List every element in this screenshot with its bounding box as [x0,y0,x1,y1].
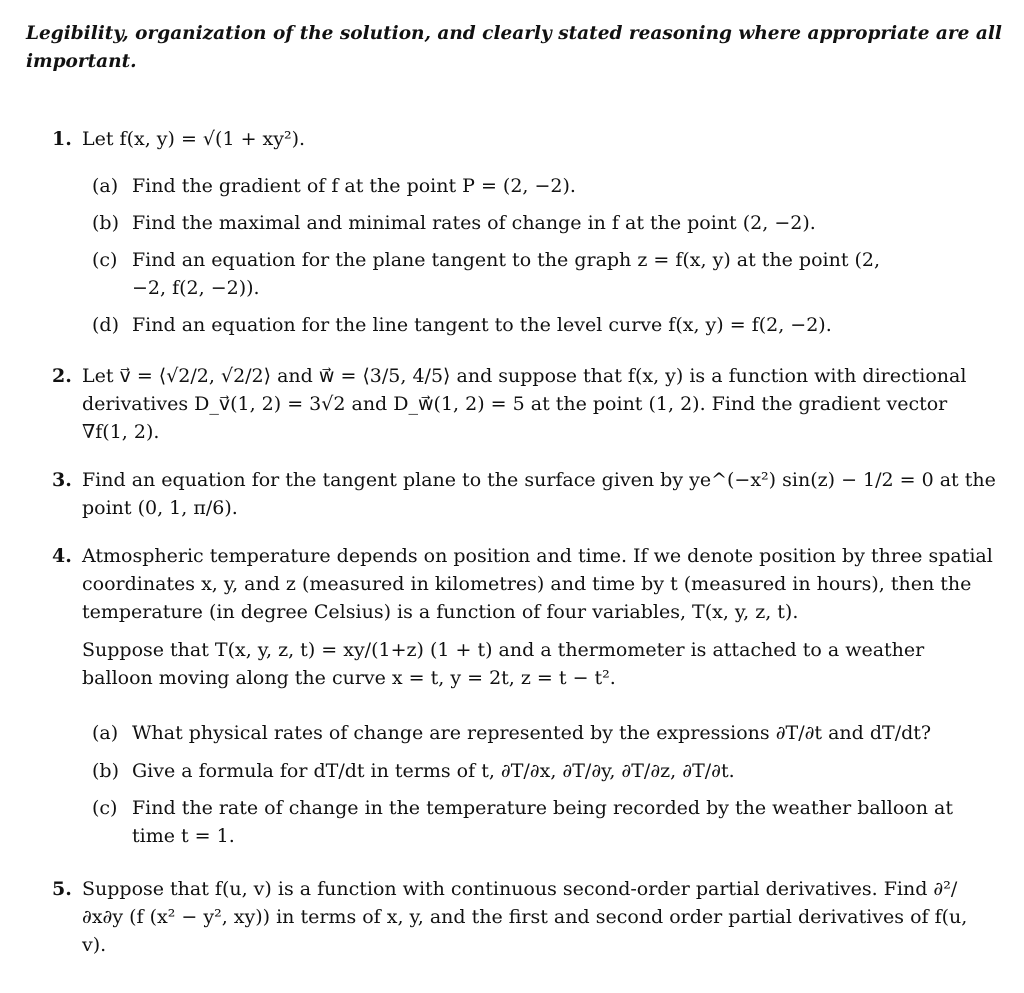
problem-text: Let f(x, y) = √(1 + xy²). [82,128,306,150]
part-label: (b) [92,212,119,234]
problem-text: Let v⃗ = ⟨√2/2, √2/2⟩ and w⃗ = ⟨3/5, 4/5⟩ and suppose that f(x, y) is a function with directional derivatives D_v⃗(1, 2) = 3√2 and D_w⃗(1, 2) = 5 at the point (1, 2). Find the gradient vector ∇f(1, 2). [82,365,967,443]
problem-text: Suppose that f(u, v) is a function with continuous second-order partial derivatives. Find ∂²/∂x∂y (f (x² − y², xy)) in terms of x, y, and the first and second order partial derivatives of f(u, v). [82,878,968,956]
part-text: Find the rate of change in the temperature being recorded by the weather balloon at time t = 1. [132,797,953,847]
part-label: (b) [92,760,119,782]
instructions: Legibility, organization of the solution, and clearly stated reasoning where appropriate are all important. [26,23,1002,72]
problem-text: Atmospheric temperature depends on position and time. If we denote position by three spatial coordinates x, y, and z (measured in kilometres) and time by t (measured in hours), then the temperature (in degree Celsius) is a function of four variables, T(x, y, z, t). [82,545,993,623]
part-label: (c) [92,797,118,819]
problem-number: 5. [52,878,72,900]
problem-text: Find an equation for the tangent plane to the surface given by ye^(−x²) sin(z) − 1/2 = 0 at the point (0, 1, π/6). [82,469,996,519]
part-text: Find an equation for the line tangent to the level curve f(x, y) = f(2, −2). [132,314,832,336]
problem-number: 2. [52,365,72,387]
part-label: (c) [92,249,118,271]
part-text: Find an equation for the plane tangent to the graph z = f(x, y) at the point (2, −2, f(2, −2)). [132,249,881,299]
part-text: Find the maximal and minimal rates of change in f at the point (2, −2). [132,212,816,234]
part-text: Find the gradient of f at the point P = (2, −2). [132,175,576,197]
part-label: (a) [92,175,119,197]
part-label: (a) [92,722,119,744]
problem-number: 3. [52,469,72,491]
problem-4-setup: Suppose that T(x, y, z, t) = xy/(1+z) (1 + t) and a thermometer is attached to a weather balloon moving along the curve x = t, y = 2t, z = t − t². [82,639,925,689]
problem-number: 1. [52,128,72,150]
part-text: Give a formula for dT/dt in terms of t, ∂T/∂x, ∂T/∂y, ∂T/∂z, ∂T/∂t. [132,760,735,782]
part-label: (d) [92,314,119,336]
problem-number: 4. [52,545,72,567]
part-text: What physical rates of change are represented by the expressions ∂T/∂t and dT/dt? [132,722,932,744]
